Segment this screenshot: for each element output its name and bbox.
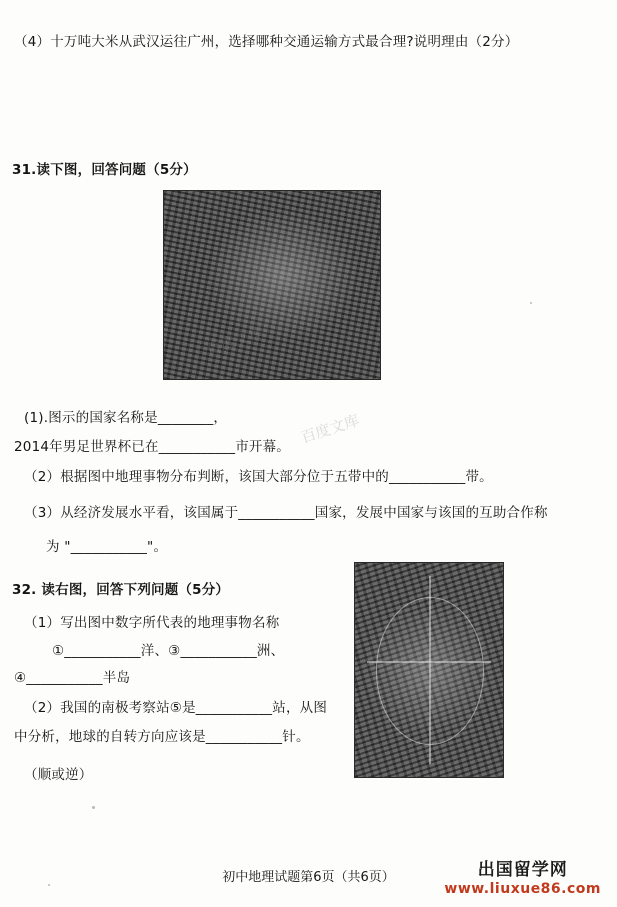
question-31-1b-text: 2014年男足世界杯已在___________市开幕。 [14,439,291,455]
page-footer: 初中地理试题第6页（共6页） [222,870,395,885]
figure-31-map-image [163,190,381,380]
figure-32-polar-map-image [354,562,504,778]
scan-speck [530,302,532,304]
watermark-text-2: 百度文库 [298,411,362,447]
question-31-heading: 31.读下图，回答问题（5分） [12,162,197,178]
polar-axis-vertical [429,576,431,764]
brand-url: www.liuxue86.com [444,880,601,897]
brand-name: 出国留学网 [477,860,568,881]
question-32-2b-text: 中分析，地球的自转方向应该是___________针。 [14,729,310,745]
question-32-2-text: （2）我国的南极考察站⑤是___________站，从图 [24,700,328,716]
scan-speck [48,884,50,886]
question-32-1a-text: ①___________洋、③___________洲、 [52,643,285,659]
question-32-1-text: （1）写出图中数字所代表的地理事物名称 [24,615,280,631]
watermark-text-1: 百度文库 [203,323,267,359]
polar-axis-horizontal [367,661,491,663]
question-32-1b-text: ④___________半岛 [14,670,131,686]
scan-speck [92,806,95,809]
brand-watermark [444,861,601,897]
question-31-2-text: （2）根据图中地理事物分布判断，该国大部分位于五带中的___________带。 [24,469,493,485]
question-32-heading: 32. 读右图，回答下列问题（5分） [12,582,230,598]
question-31-1-text: (1).图示的国家名称是________， [24,410,228,426]
question-31-3b-text: 为 "___________"。 [46,539,168,555]
question-31-3-text: （3）从经济发展水平看，该国属于___________国家，发展中国家与该国的互助合作称 [24,505,548,521]
question-32-2c-text: （顺或逆） [24,767,93,783]
question-4-text: （4）十万吨大米从武汉运往广州，选择哪种交通运输方式最合理?说明理由（2分） [14,34,519,50]
